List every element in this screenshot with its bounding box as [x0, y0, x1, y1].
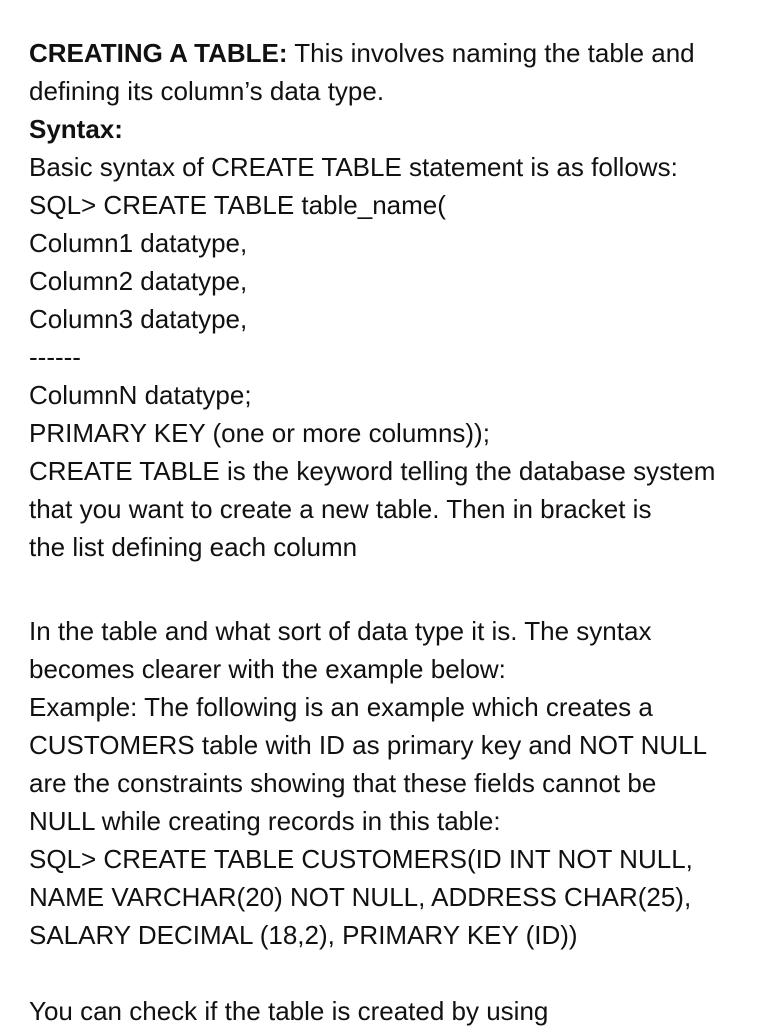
example-line: NAME VARCHAR(20) NOT NULL, ADDRESS CHAR(25), — [29, 882, 692, 912]
syntax-heading: Syntax: — [29, 114, 123, 144]
intro-line-1 — [29, 34, 759, 72]
syntax-line: PRIMARY KEY (one or more columns)); — [29, 418, 490, 448]
document-page — [29, 34, 759, 1030]
syntax-line: SQL> CREATE TABLE table_name( — [29, 190, 446, 220]
example-line: SQL> CREATE TABLE CUSTOMERS(ID INT NOT NULL, — [29, 844, 693, 874]
syntax-line: CREATE TABLE is the keyword telling the database system — [29, 456, 716, 486]
example-line: NULL while creating records in this table: — [29, 806, 501, 836]
paragraph-gap — [29, 566, 759, 612]
syntax-line: ------ — [29, 342, 81, 372]
example-line: CUSTOMERS table with ID as primary key and NOT NULL — [29, 730, 708, 760]
example-line: Example: The following is an example which creates a — [29, 692, 653, 722]
syntax-line: that you want to create a new table. Then in bracket is — [29, 494, 652, 524]
paragraph-gap — [29, 954, 759, 992]
example-line: SALARY DECIMAL (18,2), PRIMARY KEY (ID)) — [29, 920, 578, 950]
example-line: are the constraints showing that these fields cannot be — [29, 768, 657, 798]
syntax-line: Basic syntax of CREATE TABLE statement is as follows: — [29, 152, 678, 182]
example-line: becomes clearer with the example below: — [29, 654, 506, 684]
intro-line-2: defining its column’s data type. — [29, 76, 385, 106]
intro-heading: CREATING A TABLE: — [29, 38, 288, 68]
syntax-line: Column2 datatype, — [29, 266, 248, 296]
syntax-line: the list defining each column — [29, 532, 358, 562]
example-line: In the table and what sort of data type it is. The syntax — [29, 616, 652, 646]
syntax-line: Column3 datatype, — [29, 304, 248, 334]
syntax-line: ColumnN datatype; — [29, 380, 252, 410]
intro-text-1: This involves naming the table and — [287, 38, 695, 68]
footer-line: You can check if the table is created by using — [29, 996, 549, 1026]
syntax-line: Column1 datatype, — [29, 228, 248, 258]
